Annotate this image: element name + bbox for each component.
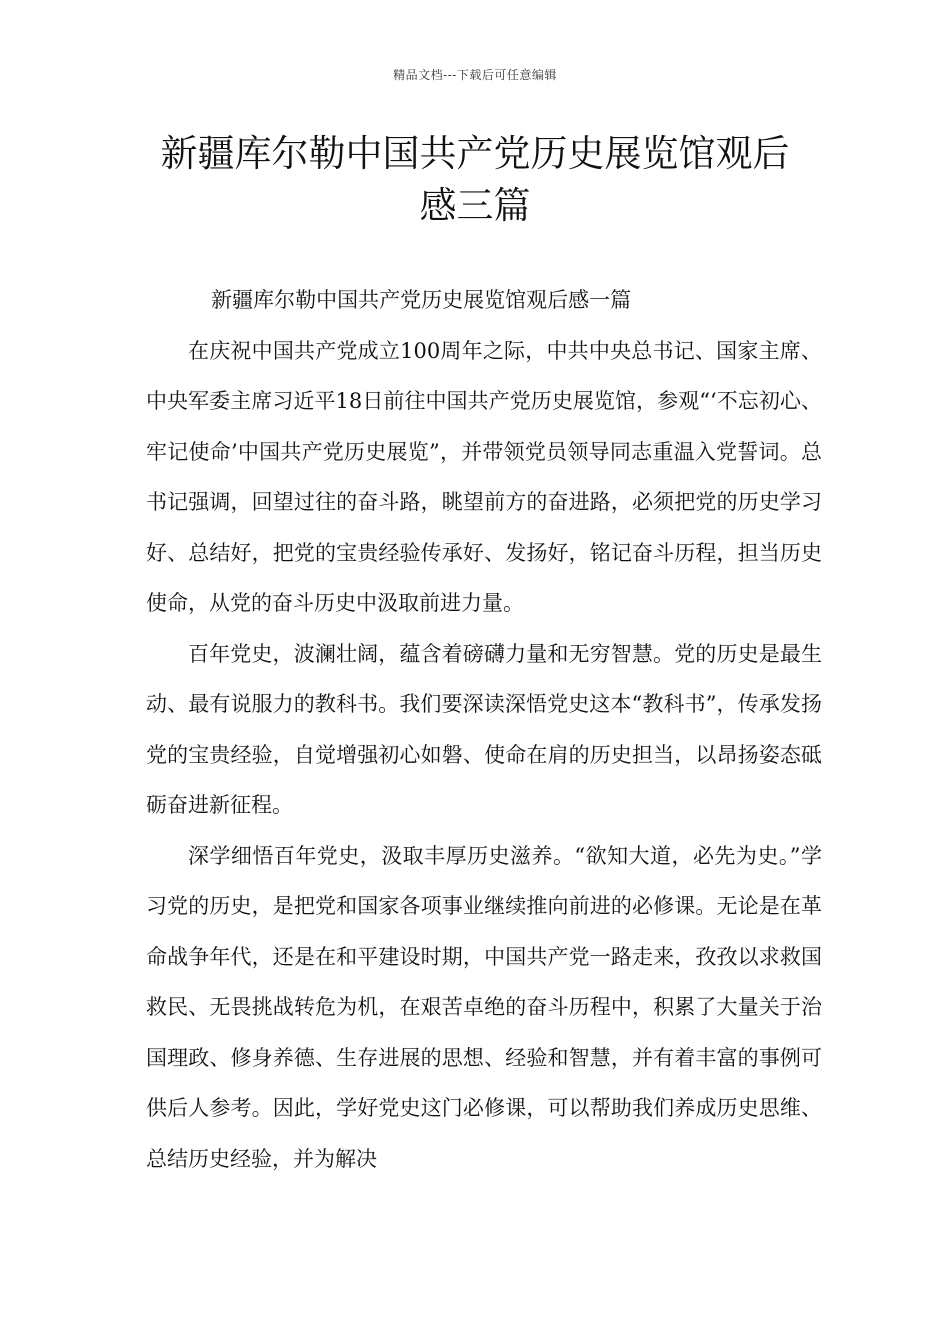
document-title-line-1: 新疆库尔勒中国共产党历史展览馆观后	[160, 132, 790, 175]
header-note: 精品文档---下载后可任意编辑	[393, 68, 557, 82]
body-paragraph-1: 在庆祝中国共产党成立100周年之际，中共中央总书记、国家主席、中央军委主席习近平18日前往中国共产党历史展览馆，参观“‘不忘初心、牢记使命’中国共产党历史展览”，并带领党员领导同志重温入党誓词。总书记强调，回望过往的奋斗路，眺望前方的奋进路，必须把党的历史学习好、总结好，把党的宝贵经验传承好、发扬好，铭记奋斗历程，担当历史使命，从党的奋斗历史中汲取前进力量。	[146, 338, 822, 615]
section-subheading: 新疆库尔勒中国共产党历史展览馆观后感一篇	[211, 288, 632, 312]
body-paragraph-3: 深学细悟百年党史，汲取丰厚历史滋养。“欲知大道，必先为史。”学习党的历史，是把党和国家各项事业继续推向前进的必修课。无论是在革命战争年代，还是在和平建设时期，中国共产党一路走来，孜孜以求救国救民、无畏挑战转危为机，在艰苦卓绝的奋斗历程中，积累了大量关于治国理政、修身养德、生存进展的思想、经验和智慧，并有着丰富的事例可供后人参考。因此，学好党史这门必修课，可以帮助我们养成历史思维、总结历史经验，并为解决	[146, 843, 822, 1171]
document-title-line-2: 感三篇	[419, 184, 531, 227]
document-title	[0, 128, 950, 232]
document-body	[146, 275, 822, 1184]
body-paragraph-2: 百年党史，波澜壮阔，蕴含着磅礴力量和无穷智慧。党的历史是最生动、最有说服力的教科书。我们要深读深悟党史这本“教科书”，传承发扬党的宝贵经验，自觉增强初心如磐、使命在肩的历史担当，以昂扬姿态砥砺奋进新征程。	[146, 641, 822, 817]
